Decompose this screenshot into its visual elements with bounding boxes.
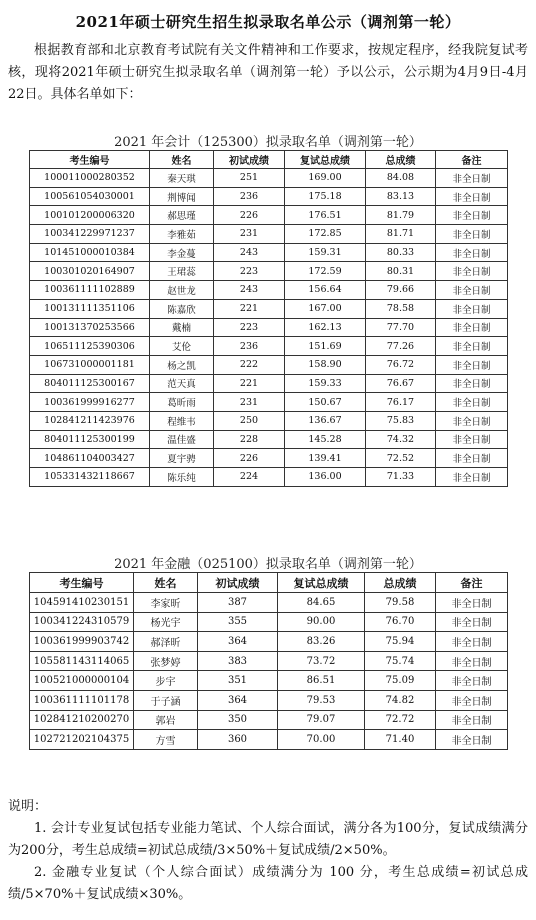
table-row: [30, 355, 508, 374]
table-row: [30, 411, 508, 430]
cell-remark: 非全日制: [436, 355, 508, 374]
header-retest-score: 复试总成绩: [278, 573, 365, 593]
cell-candidate-id: 106731000001181: [30, 355, 150, 374]
table-row: [30, 243, 508, 262]
cell-retest-score: 83.26: [278, 632, 365, 652]
page-title: 2021年硕士研究生招生拟录取名单公示（调剂第一轮）: [75, 13, 461, 31]
notes-label: 说明：: [8, 799, 48, 814]
cell-remark: 非全日制: [436, 411, 508, 430]
cell-remark: 非全日制: [436, 671, 508, 691]
header-name: 姓名: [150, 151, 214, 169]
cell-total-score: 75.09: [365, 671, 436, 691]
cell-remark: 非全日制: [436, 187, 508, 206]
accounting-admission-table: [29, 150, 508, 487]
cell-candidate-id: 100361999916277: [30, 393, 150, 412]
cell-retest-score: 176.51: [285, 206, 366, 225]
table-row: [30, 632, 508, 652]
cell-candidate-id: 104861104003427: [30, 449, 150, 468]
table-row: [30, 730, 508, 750]
cell-total-score: 83.13: [366, 187, 436, 206]
cell-candidate-id: 105581143114065: [30, 651, 134, 671]
table-row: [30, 187, 508, 206]
cell-name: 赵世龙: [150, 281, 214, 300]
cell-initial-score: 364: [198, 632, 278, 652]
cell-remark: 非全日制: [436, 243, 508, 262]
table-row: [30, 374, 508, 393]
cell-candidate-id: 105331432118667: [30, 468, 150, 487]
cell-candidate-id: 100361999903742: [30, 632, 134, 652]
table-row: [30, 299, 508, 318]
header-initial-score: 初试成绩: [214, 151, 285, 169]
cell-total-score: 79.66: [366, 281, 436, 300]
cell-total-score: 72.72: [365, 710, 436, 730]
cell-name: 夏宇骋: [150, 449, 214, 468]
cell-total-score: 78.58: [366, 299, 436, 318]
cell-remark: 非全日制: [436, 318, 508, 337]
cell-initial-score: 221: [214, 299, 285, 318]
cell-retest-score: 159.33: [285, 374, 366, 393]
cell-retest-score: 90.00: [278, 612, 365, 632]
cell-total-score: 74.32: [366, 430, 436, 449]
cell-initial-score: 250: [214, 411, 285, 430]
cell-retest-score: 175.18: [285, 187, 366, 206]
cell-candidate-id: 101451000010384: [30, 243, 150, 262]
cell-retest-score: 84.65: [278, 593, 365, 613]
cell-candidate-id: 102721202104375: [30, 730, 134, 750]
cell-initial-score: 223: [214, 318, 285, 337]
cell-name: 李金蔓: [150, 243, 214, 262]
cell-initial-score: 222: [214, 355, 285, 374]
table-row: [30, 393, 508, 412]
cell-retest-score: 79.07: [278, 710, 365, 730]
cell-name: 李家昕: [134, 593, 198, 613]
cell-remark: 非全日制: [436, 593, 508, 613]
cell-candidate-id: 100011000280352: [30, 169, 150, 188]
cell-remark: 非全日制: [436, 393, 508, 412]
cell-total-score: 76.17: [366, 393, 436, 412]
cell-candidate-id: 100301020164907: [30, 262, 150, 281]
cell-remark: 非全日制: [436, 374, 508, 393]
cell-initial-score: 224: [214, 468, 285, 487]
cell-candidate-id: 102841210200270: [30, 710, 134, 730]
cell-remark: 非全日制: [436, 337, 508, 356]
note-item: 1. 会计专业复试包括专业能力笔试、个人综合面试，满分各为100分，复试成绩满分为200分，考生总成绩=初试总成绩/3×50%＋复试成绩/2×50%。: [8, 821, 528, 858]
cell-retest-score: 162.13: [285, 318, 366, 337]
table-row: [30, 430, 508, 449]
cell-retest-score: 136.67: [285, 411, 366, 430]
cell-total-score: 81.79: [366, 206, 436, 225]
cell-total-score: 71.33: [366, 468, 436, 487]
cell-initial-score: 243: [214, 281, 285, 300]
table-header-row: [30, 573, 508, 593]
intro-paragraph: 根据教育部和北京教育考试院有关文件精神和工作要求，按规定程序，经我院复试考核，现将2021年硕士研究生拟录取名单（调剂第一轮）予以公示，公示期为4月9日-4月22日。具体名单如下：: [8, 43, 528, 102]
header-remark: 备注: [436, 151, 508, 169]
cell-retest-score: 86.51: [278, 671, 365, 691]
table-row: [30, 318, 508, 337]
cell-initial-score: 351: [198, 671, 278, 691]
cell-name: 张梦婷: [134, 651, 198, 671]
header-total-score: 总成绩: [366, 151, 436, 169]
cell-remark: 非全日制: [436, 710, 508, 730]
cell-remark: 非全日制: [436, 730, 508, 750]
header-retest-score: 复试总成绩: [285, 151, 366, 169]
cell-initial-score: 221: [214, 374, 285, 393]
cell-candidate-id: 100131370253566: [30, 318, 150, 337]
cell-total-score: 75.74: [365, 651, 436, 671]
cell-name: 秦天琪: [150, 169, 214, 188]
cell-name: 范天真: [150, 374, 214, 393]
cell-name: 郝泽昕: [134, 632, 198, 652]
cell-remark: 非全日制: [436, 262, 508, 281]
cell-remark: 非全日制: [436, 299, 508, 318]
header-initial-score: 初试成绩: [198, 573, 278, 593]
cell-remark: 非全日制: [436, 468, 508, 487]
cell-name: 于子涵: [134, 690, 198, 710]
table-row: [30, 225, 508, 244]
cell-retest-score: 169.00: [285, 169, 366, 188]
cell-candidate-id: 100131111351106: [30, 299, 150, 318]
table-row: [30, 593, 508, 613]
cell-retest-score: 145.28: [285, 430, 366, 449]
cell-retest-score: 79.53: [278, 690, 365, 710]
finance-table-caption: 2021 年金融（025100）拟录取名单（调剂第一轮）: [114, 557, 422, 572]
cell-retest-score: 172.59: [285, 262, 366, 281]
cell-total-score: 72.52: [366, 449, 436, 468]
table-row: [30, 671, 508, 691]
cell-retest-score: 70.00: [278, 730, 365, 750]
cell-remark: 非全日制: [436, 430, 508, 449]
cell-candidate-id: 100521000000104: [30, 671, 134, 691]
cell-total-score: 84.08: [366, 169, 436, 188]
cell-retest-score: 167.00: [285, 299, 366, 318]
cell-name: 杨光宇: [134, 612, 198, 632]
cell-candidate-id: 100101200006320: [30, 206, 150, 225]
table-row: [30, 169, 508, 188]
table-row: [30, 337, 508, 356]
cell-initial-score: 350: [198, 710, 278, 730]
cell-candidate-id: 104591410230151: [30, 593, 134, 613]
cell-retest-score: 159.31: [285, 243, 366, 262]
cell-remark: 非全日制: [436, 651, 508, 671]
cell-name: 王珺蕊: [150, 262, 214, 281]
cell-initial-score: 360: [198, 730, 278, 750]
header-candidate-id: 考生编号: [30, 573, 134, 593]
cell-remark: 非全日制: [436, 632, 508, 652]
cell-total-score: 80.31: [366, 262, 436, 281]
cell-candidate-id: 804011125300199: [30, 430, 150, 449]
cell-candidate-id: 100361111102889: [30, 281, 150, 300]
cell-total-score: 77.26: [366, 337, 436, 356]
cell-candidate-id: 100561054030001: [30, 187, 150, 206]
cell-total-score: 80.33: [366, 243, 436, 262]
cell-total-score: 71.40: [365, 730, 436, 750]
cell-total-score: 79.58: [365, 593, 436, 613]
cell-candidate-id: 100341224310579: [30, 612, 134, 632]
cell-name: 温佳盛: [150, 430, 214, 449]
cell-name: 艾伦: [150, 337, 214, 356]
table-row: [30, 468, 508, 487]
cell-initial-score: 251: [214, 169, 285, 188]
cell-name: 荆博闻: [150, 187, 214, 206]
cell-initial-score: 383: [198, 651, 278, 671]
cell-name: 程维韦: [150, 411, 214, 430]
cell-name: 陈乐纯: [150, 468, 214, 487]
table-row: [30, 612, 508, 632]
cell-total-score: 75.94: [365, 632, 436, 652]
cell-retest-score: 139.41: [285, 449, 366, 468]
cell-remark: 非全日制: [436, 449, 508, 468]
cell-retest-score: 150.67: [285, 393, 366, 412]
cell-retest-score: 156.64: [285, 281, 366, 300]
cell-total-score: 81.71: [366, 225, 436, 244]
cell-candidate-id: 100361111101178: [30, 690, 134, 710]
cell-remark: 非全日制: [436, 690, 508, 710]
cell-initial-score: 355: [198, 612, 278, 632]
cell-name: 陈嘉欣: [150, 299, 214, 318]
cell-name: 方雪: [134, 730, 198, 750]
cell-name: 杨之凯: [150, 355, 214, 374]
cell-total-score: 76.67: [366, 374, 436, 393]
accounting-table-caption: 2021 年会计（125300）拟录取名单（调剂第一轮）: [114, 135, 422, 150]
header-remark: 备注: [436, 573, 508, 593]
header-total-score: 总成绩: [365, 573, 436, 593]
cell-total-score: 74.82: [365, 690, 436, 710]
cell-remark: 非全日制: [436, 225, 508, 244]
table-row: [30, 206, 508, 225]
table-row: [30, 281, 508, 300]
cell-name: 戴楠: [150, 318, 214, 337]
note-item: 2. 金融专业复试（个人综合面试）成绩满分为 100 分，考生总成绩=初试总成绩/5×70%＋复试成绩×30%。: [8, 865, 528, 902]
cell-retest-score: 172.85: [285, 225, 366, 244]
finance-admission-table: [29, 572, 508, 750]
cell-initial-score: 226: [214, 206, 285, 225]
cell-initial-score: 364: [198, 690, 278, 710]
cell-initial-score: 228: [214, 430, 285, 449]
cell-remark: 非全日制: [436, 281, 508, 300]
cell-initial-score: 226: [214, 449, 285, 468]
cell-candidate-id: 100341229971237: [30, 225, 150, 244]
cell-initial-score: 243: [214, 243, 285, 262]
cell-retest-score: 158.90: [285, 355, 366, 374]
table-row: [30, 449, 508, 468]
cell-retest-score: 73.72: [278, 651, 365, 671]
table-row: [30, 710, 508, 730]
cell-name: 郭岩: [134, 710, 198, 730]
cell-name: 郝思瑾: [150, 206, 214, 225]
cell-initial-score: 387: [198, 593, 278, 613]
cell-remark: 非全日制: [436, 169, 508, 188]
cell-total-score: 77.70: [366, 318, 436, 337]
cell-name: 步宇: [134, 671, 198, 691]
table-row: [30, 651, 508, 671]
cell-name: 葛昕雨: [150, 393, 214, 412]
cell-initial-score: 236: [214, 337, 285, 356]
cell-initial-score: 223: [214, 262, 285, 281]
cell-total-score: 76.70: [365, 612, 436, 632]
cell-remark: 非全日制: [436, 612, 508, 632]
cell-candidate-id: 804011125300167: [30, 374, 150, 393]
cell-candidate-id: 106511125390306: [30, 337, 150, 356]
cell-total-score: 76.72: [366, 355, 436, 374]
cell-name: 李雅茹: [150, 225, 214, 244]
cell-retest-score: 151.69: [285, 337, 366, 356]
cell-total-score: 75.83: [366, 411, 436, 430]
table-header-row: [30, 151, 508, 169]
table-row: [30, 690, 508, 710]
cell-initial-score: 231: [214, 225, 285, 244]
header-name: 姓名: [134, 573, 198, 593]
cell-initial-score: 236: [214, 187, 285, 206]
cell-remark: 非全日制: [436, 206, 508, 225]
notes-section: [8, 796, 528, 906]
cell-candidate-id: 102841211423976: [30, 411, 150, 430]
cell-retest-score: 136.00: [285, 468, 366, 487]
table-row: [30, 262, 508, 281]
header-candidate-id: 考生编号: [30, 151, 150, 169]
cell-initial-score: 231: [214, 393, 285, 412]
